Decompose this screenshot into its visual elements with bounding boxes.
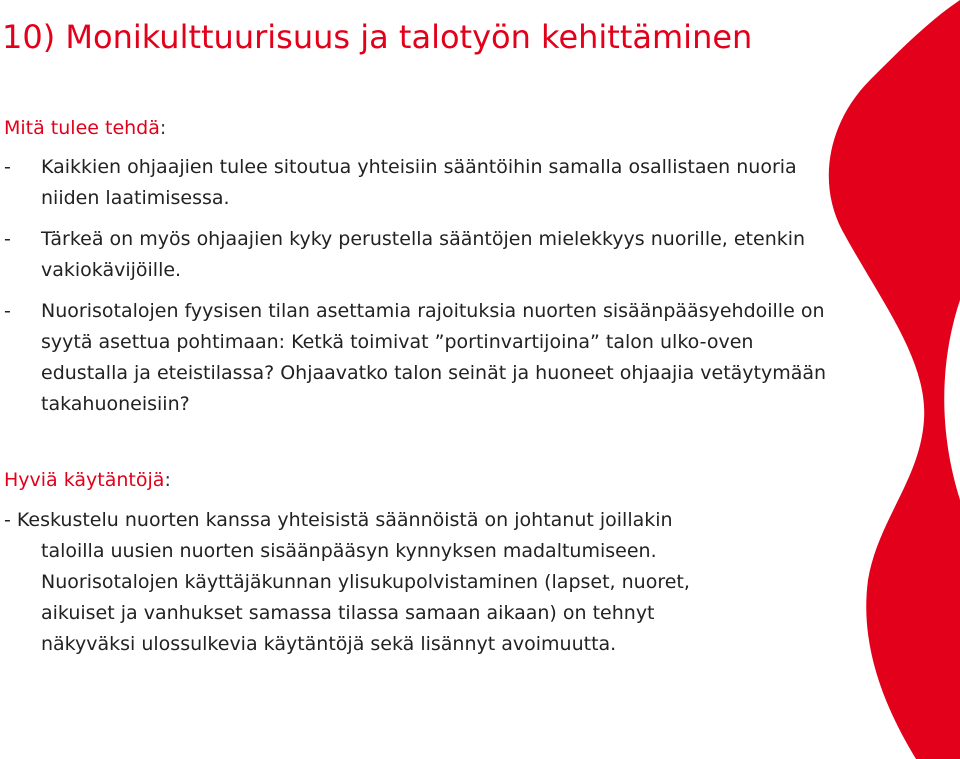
paragraph-line: Nuorisotalojen käyttäjäkunnan ylisukupolvistaminen (lapset, nuoret,: [41, 571, 690, 593]
bullet-item-3: [4, 296, 834, 420]
bullet-dash: -: [4, 300, 11, 322]
bullet-text: Nuorisotalojen fyysisen tilan asettamia rajoituksia nuorten sisäänpääsyehdoille on syytä asettua pohtimaan: Ketkä toimivat ”portinvartijoina” talon ulko-oven edustalla ja eteistilassa? Ohjaavatko talon seinät ja huoneet ohjaajia vetäytymään takahuoneisiin?: [41, 300, 827, 415]
bullet-dash: -: [4, 228, 11, 250]
bullet-item-2: [4, 224, 834, 286]
section-heading-good-practices: [4, 466, 171, 494]
heading-colon: :: [164, 469, 171, 491]
bullet-dash: -: [4, 156, 11, 178]
section-heading-what-to-do: [4, 114, 166, 142]
page-title: 10) Monikulttuurisuus ja talotyön kehittäminen: [2, 18, 753, 56]
paragraph-line: taloilla uusien nuorten sisäänpääsyn kynnyksen madaltumiseen.: [41, 540, 657, 562]
red-swoosh-shape: [829, 0, 960, 759]
heading-highlight: Hyviä käytäntöjä: [4, 469, 165, 491]
good-practices-paragraph: [4, 505, 824, 660]
bullet-text: Kaikkien ohjaajien tulee sitoutua yhteisiin sääntöihin samalla osallistaen nuoria niiden laatimisessa.: [41, 156, 797, 209]
paragraph-line: aikuiset ja vanhukset samassa tilassa samaan aikaan) on tehnyt: [41, 602, 655, 624]
bullet-text: Tärkeä on myös ohjaajien kyky perustella sääntöjen mielekkyys nuorille, etenkin vakiokävijöille.: [41, 228, 806, 281]
bullet-item-1: [4, 152, 834, 214]
decorative-red-swoosh: [820, 0, 960, 759]
paragraph-line: näkyväksi ulossulkevia käytäntöjä sekä lisännyt avoimuutta.: [41, 633, 617, 655]
heading-highlight: Mitä tulee tehdä: [4, 117, 160, 139]
heading-colon: :: [159, 117, 167, 139]
paragraph-line: - Keskustelu nuorten kanssa yhteisistä säännöistä on johtanut joillakin: [4, 509, 673, 531]
